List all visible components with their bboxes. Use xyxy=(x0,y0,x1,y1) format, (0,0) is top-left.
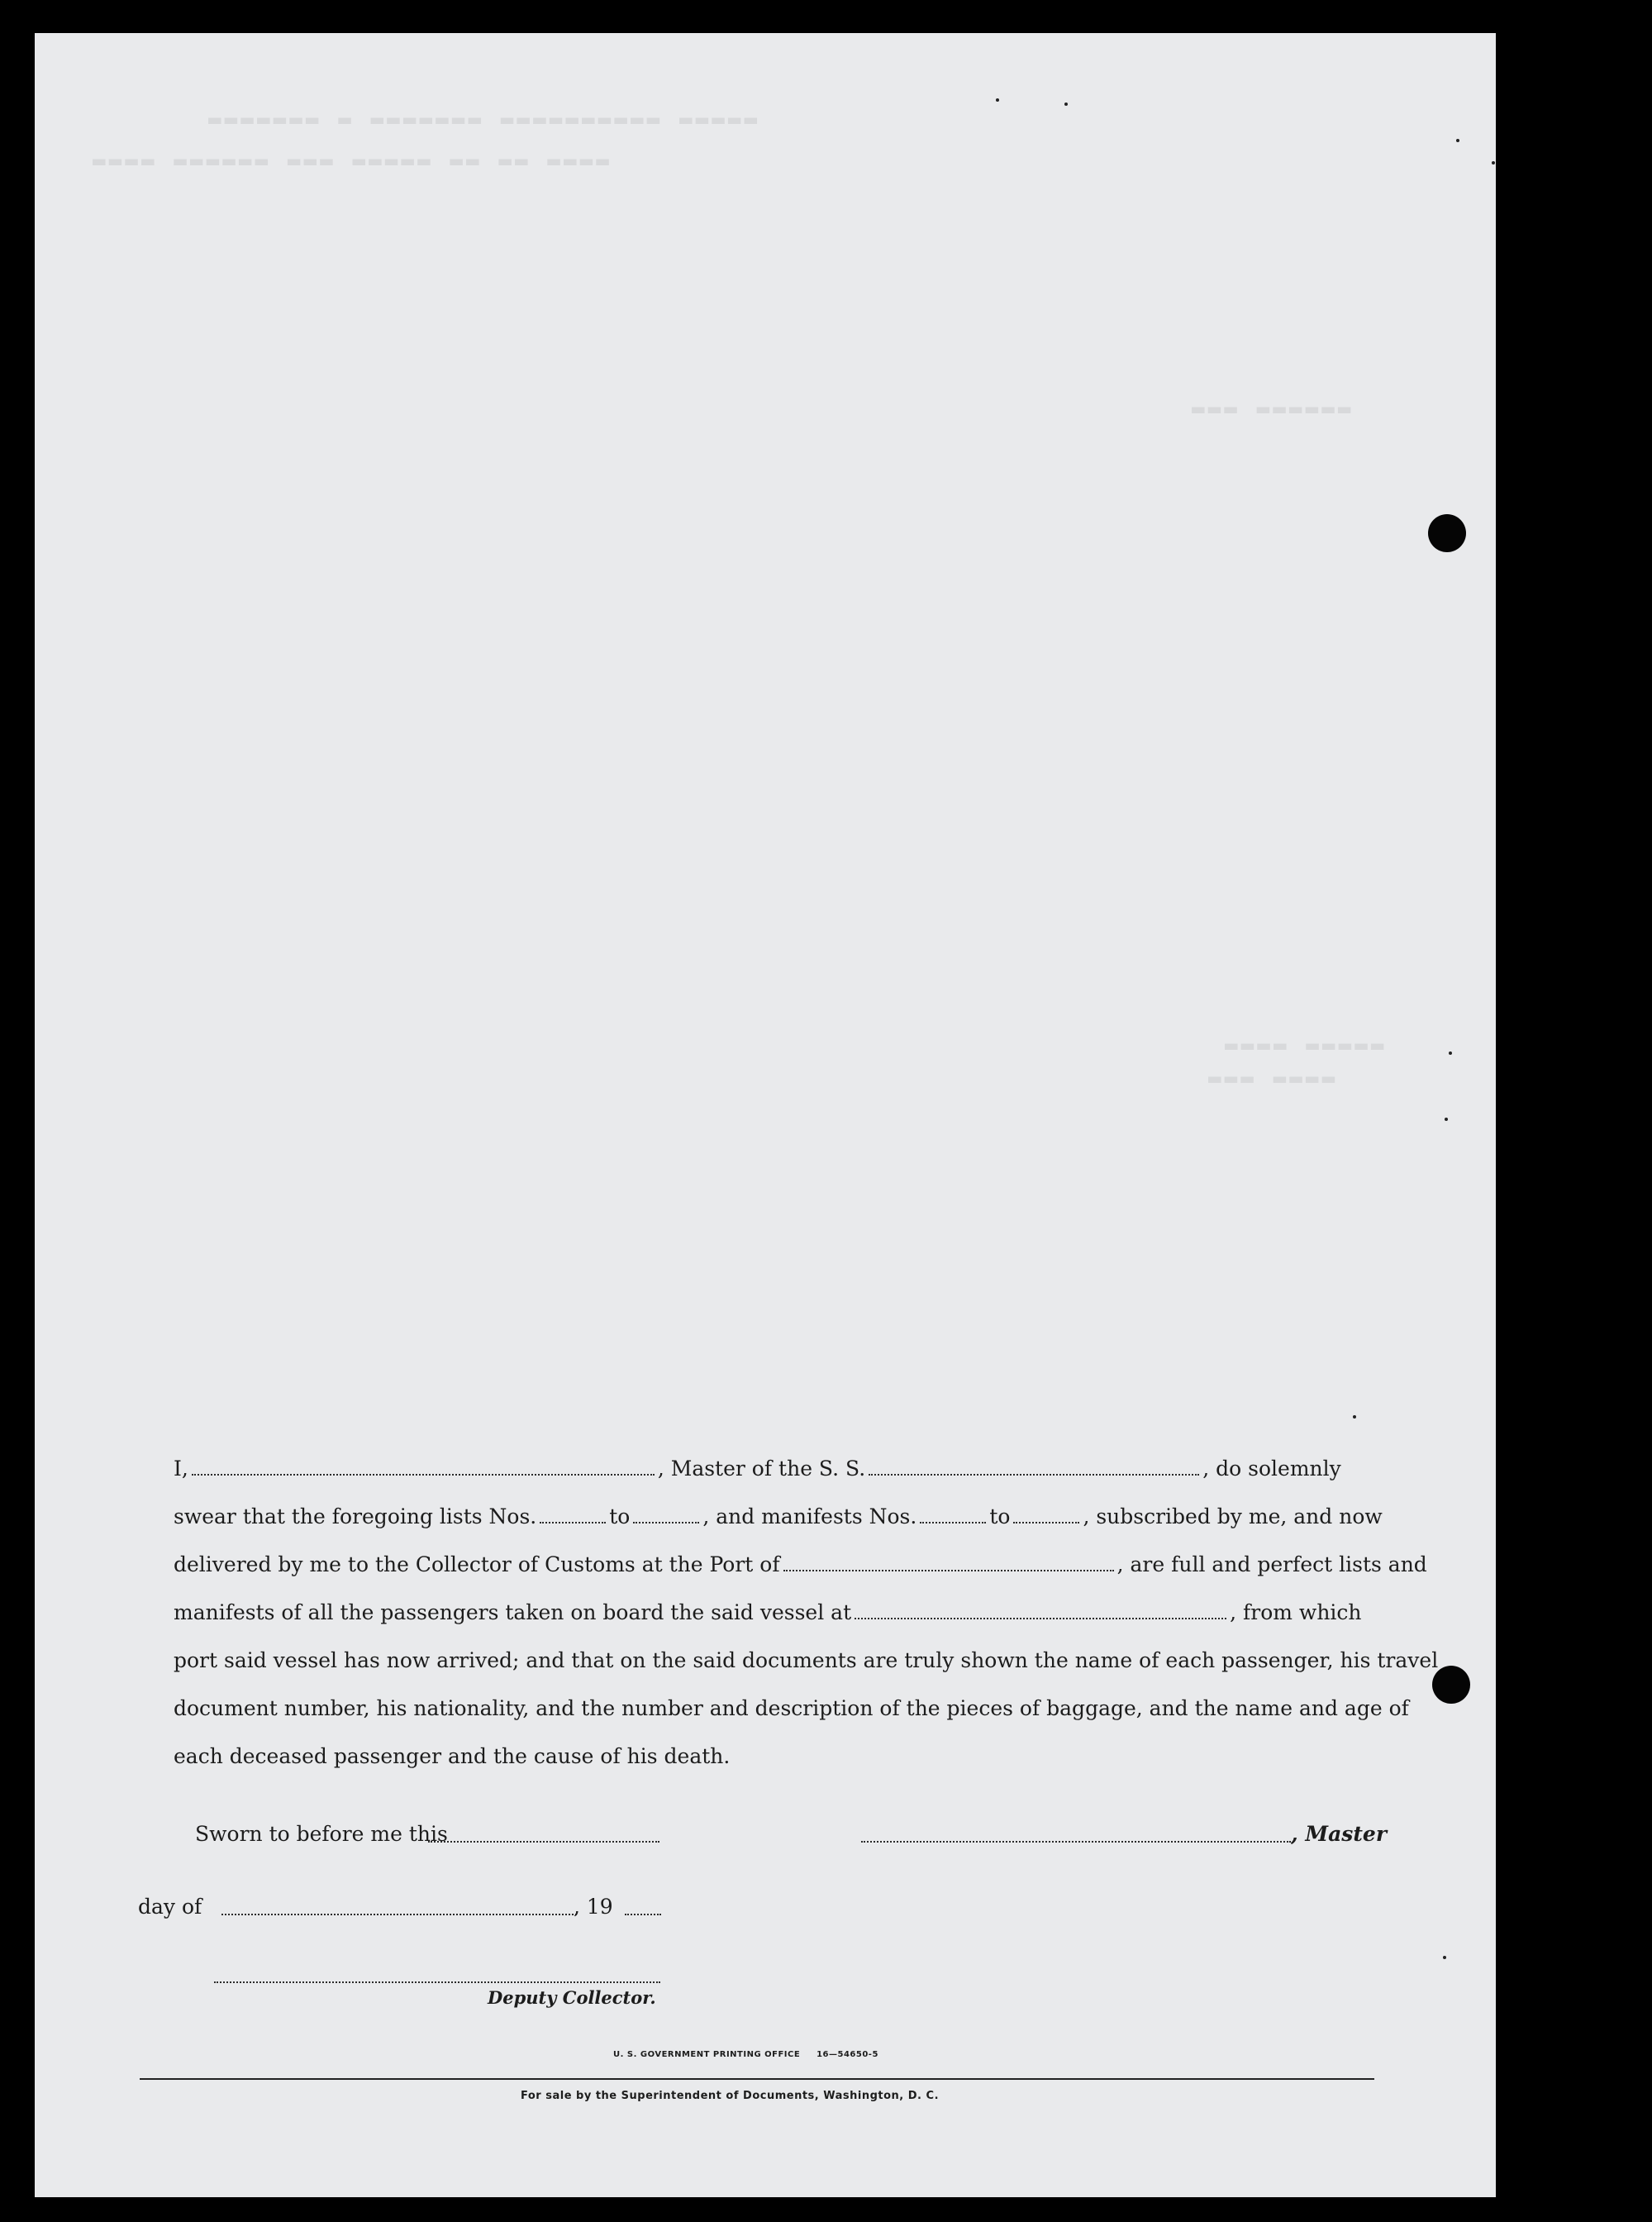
deputy-collector-label: Deputy Collector. xyxy=(488,1987,656,2008)
bleed-through-text: ▬▬▬▬▬▬▬ ▬ ▬▬▬▬▬▬▬ ▬▬▬▬▬▬▬▬▬▬ ▬▬▬▬▬ xyxy=(208,107,761,132)
oath-line-4-start: manifests of all the passengers taken on board the said vessel at xyxy=(174,1600,852,1624)
oath-line-1 xyxy=(174,1457,1408,1481)
speck xyxy=(1492,161,1495,165)
sworn-label: Sworn to before me this xyxy=(195,1822,448,1846)
departure-port-field xyxy=(855,1617,1226,1619)
bleed-through-text: ▬▬▬ ▬▬▬▬▬▬ xyxy=(1192,397,1354,422)
vessel-name-field xyxy=(869,1473,1199,1476)
oath-line-1-end: , do solemnly xyxy=(1202,1457,1341,1481)
oath-line-1-start: I, xyxy=(174,1457,188,1481)
master-label: , Master xyxy=(1291,1822,1387,1846)
master-name-field xyxy=(192,1473,655,1476)
sworn-date-field xyxy=(428,1840,659,1843)
oath-line-2 xyxy=(174,1504,1408,1529)
oath-line-3 xyxy=(174,1552,1427,1577)
oath-line-7: each deceased passenger and the cause of his death. xyxy=(174,1744,731,1768)
day-month-field xyxy=(221,1913,577,1915)
oath-line-4 xyxy=(174,1600,1408,1625)
oath-line-2-end: , subscribed by me, and now xyxy=(1083,1504,1383,1528)
year-field xyxy=(625,1913,661,1915)
speck xyxy=(1353,1415,1356,1419)
deputy-signature-field xyxy=(214,1981,660,1983)
footer-rule xyxy=(140,2078,1374,2080)
bleed-through-text: ▬▬▬▬ ▬▬▬▬▬ xyxy=(1225,1033,1388,1058)
oath-line-2-start: swear that the foregoing lists Nos. xyxy=(174,1504,537,1528)
oath-line-3-end: , are full and perfect lists and xyxy=(1116,1552,1427,1576)
speck xyxy=(1449,1051,1452,1055)
oath-line-2-to-2: to xyxy=(989,1504,1011,1528)
speck xyxy=(996,98,999,102)
punch-hole xyxy=(1432,1666,1470,1704)
speck xyxy=(1443,1956,1446,1959)
manifest-to-field xyxy=(1013,1521,1079,1523)
oath-line-3-start: delivered by me to the Collector of Customs at the Port of xyxy=(174,1552,780,1576)
manifest-from-field xyxy=(920,1521,986,1523)
bleed-through-text: ▬▬▬ ▬▬▬▬ xyxy=(1208,1066,1339,1091)
bleed-through-text: ▬▬▬▬ ▬▬▬▬▬▬ ▬▬▬ ▬▬▬▬▬ ▬▬ ▬▬ ▬▬▬▬ xyxy=(93,149,612,174)
port-field xyxy=(783,1569,1114,1571)
speck xyxy=(1456,139,1459,142)
oath-line-4-end: , from which xyxy=(1230,1600,1362,1624)
manifest-page xyxy=(35,33,1496,2197)
master-signature-field xyxy=(861,1840,1291,1843)
master-label-text: Master xyxy=(1305,1822,1387,1846)
oath-line-6: document number, his nationality, and the number and description of the pieces of baggage, and the name and age of xyxy=(174,1696,1409,1720)
day-of-label: day of xyxy=(138,1895,202,1919)
oath-line-2-to-1: to xyxy=(609,1504,631,1528)
speck xyxy=(1064,103,1068,106)
punch-hole xyxy=(1428,514,1466,552)
oath-line-5: port said vessel has now arrived; and that on the said documents are truly shown the name of each passenger, his travel xyxy=(174,1648,1439,1672)
year-prefix: , 19 xyxy=(574,1895,613,1919)
oath-line-2-middle: , and manifests Nos. xyxy=(702,1504,917,1528)
list-to-field xyxy=(633,1521,699,1523)
sale-notice: For sale by the Superintendent of Documents, Washington, D. C. xyxy=(521,2090,940,2102)
list-from-field xyxy=(540,1521,606,1523)
speck xyxy=(1445,1118,1448,1121)
printing-office-imprint: U. S. GOVERNMENT PRINTING OFFICE 16—54650-5 xyxy=(613,2050,878,2059)
oath-line-1-middle: , Master of the S. S. xyxy=(657,1457,866,1481)
